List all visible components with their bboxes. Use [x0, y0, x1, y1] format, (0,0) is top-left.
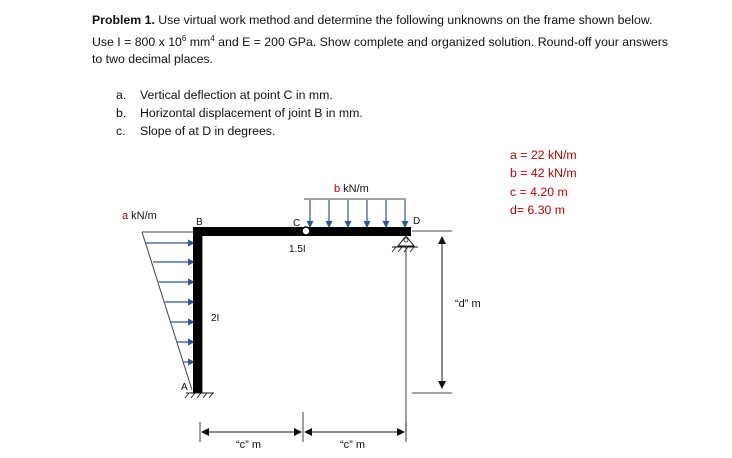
top-load-unit: kN/m [340, 183, 369, 195]
left-load-label [122, 210, 157, 222]
joint-b-label: B [196, 217, 203, 228]
column-member [193, 227, 202, 393]
statement-text-2b: mm [186, 34, 211, 49]
support-d [392, 231, 452, 393]
exponent-1: 6 [181, 33, 187, 43]
top-load-variable: b [334, 183, 341, 195]
dimension-d-label: “d” m [455, 298, 481, 310]
support-hatch [209, 393, 213, 398]
support-hatch [398, 247, 402, 252]
question-text: Vertical deflection at point C in mm. [140, 88, 333, 102]
support-hatch [191, 393, 195, 398]
triangular-load [142, 232, 196, 390]
statement-text-2a: Use I = 800 x 10 [92, 34, 182, 49]
dimension-c [200, 412, 406, 442]
load-slope-line [142, 232, 192, 390]
fixed-support-a [185, 393, 214, 398]
param-a: a = 22 kN/m [510, 148, 577, 162]
question-marker: c. [116, 124, 126, 138]
statement-line-3: to two decimal places. [92, 52, 213, 67]
support-hatch [392, 247, 396, 252]
dimension-c-right-label: “c” m [340, 439, 366, 451]
question-marker: a. [116, 88, 127, 102]
top-load-label [334, 183, 369, 195]
statement-text-1: Use virtual work method and determine the following unknowns on the frame shown below. [154, 13, 653, 27]
param-b: b = 42 kN/m [510, 166, 577, 181]
uniform-load [304, 199, 406, 227]
left-load-variable: a [122, 210, 129, 222]
support-hatch [185, 393, 189, 398]
dimension-c-left-label: “c” m [236, 439, 262, 451]
beam-inertia-label: 1.5I [289, 244, 306, 255]
support-hatch [197, 393, 201, 398]
statement-text-2c: and E = 200 GPa. Show complete and organized solution. Round-off your answers [214, 34, 669, 49]
hinge-c [302, 227, 310, 235]
joint-d-label: D [413, 216, 421, 227]
problem-number: Problem 1. [92, 13, 155, 27]
support-hatch [410, 247, 414, 252]
question-text: Slope of at D in degrees. [140, 124, 276, 138]
question-marker: b. [116, 106, 127, 120]
support-hatch [203, 393, 207, 398]
support-pin [404, 238, 408, 242]
question-text: Horizontal displacement of joint B in mm. [140, 106, 363, 120]
param-c: c = 4.20 m [510, 184, 568, 199]
exponent-2: 4 [210, 33, 215, 43]
joint-a-label: A [181, 382, 188, 393]
param-d: d= 6.30 m [510, 202, 566, 217]
left-load-unit: kN/m [128, 210, 157, 222]
column-inertia-label: 2I [211, 313, 220, 324]
joint-c-label: C [293, 218, 301, 229]
